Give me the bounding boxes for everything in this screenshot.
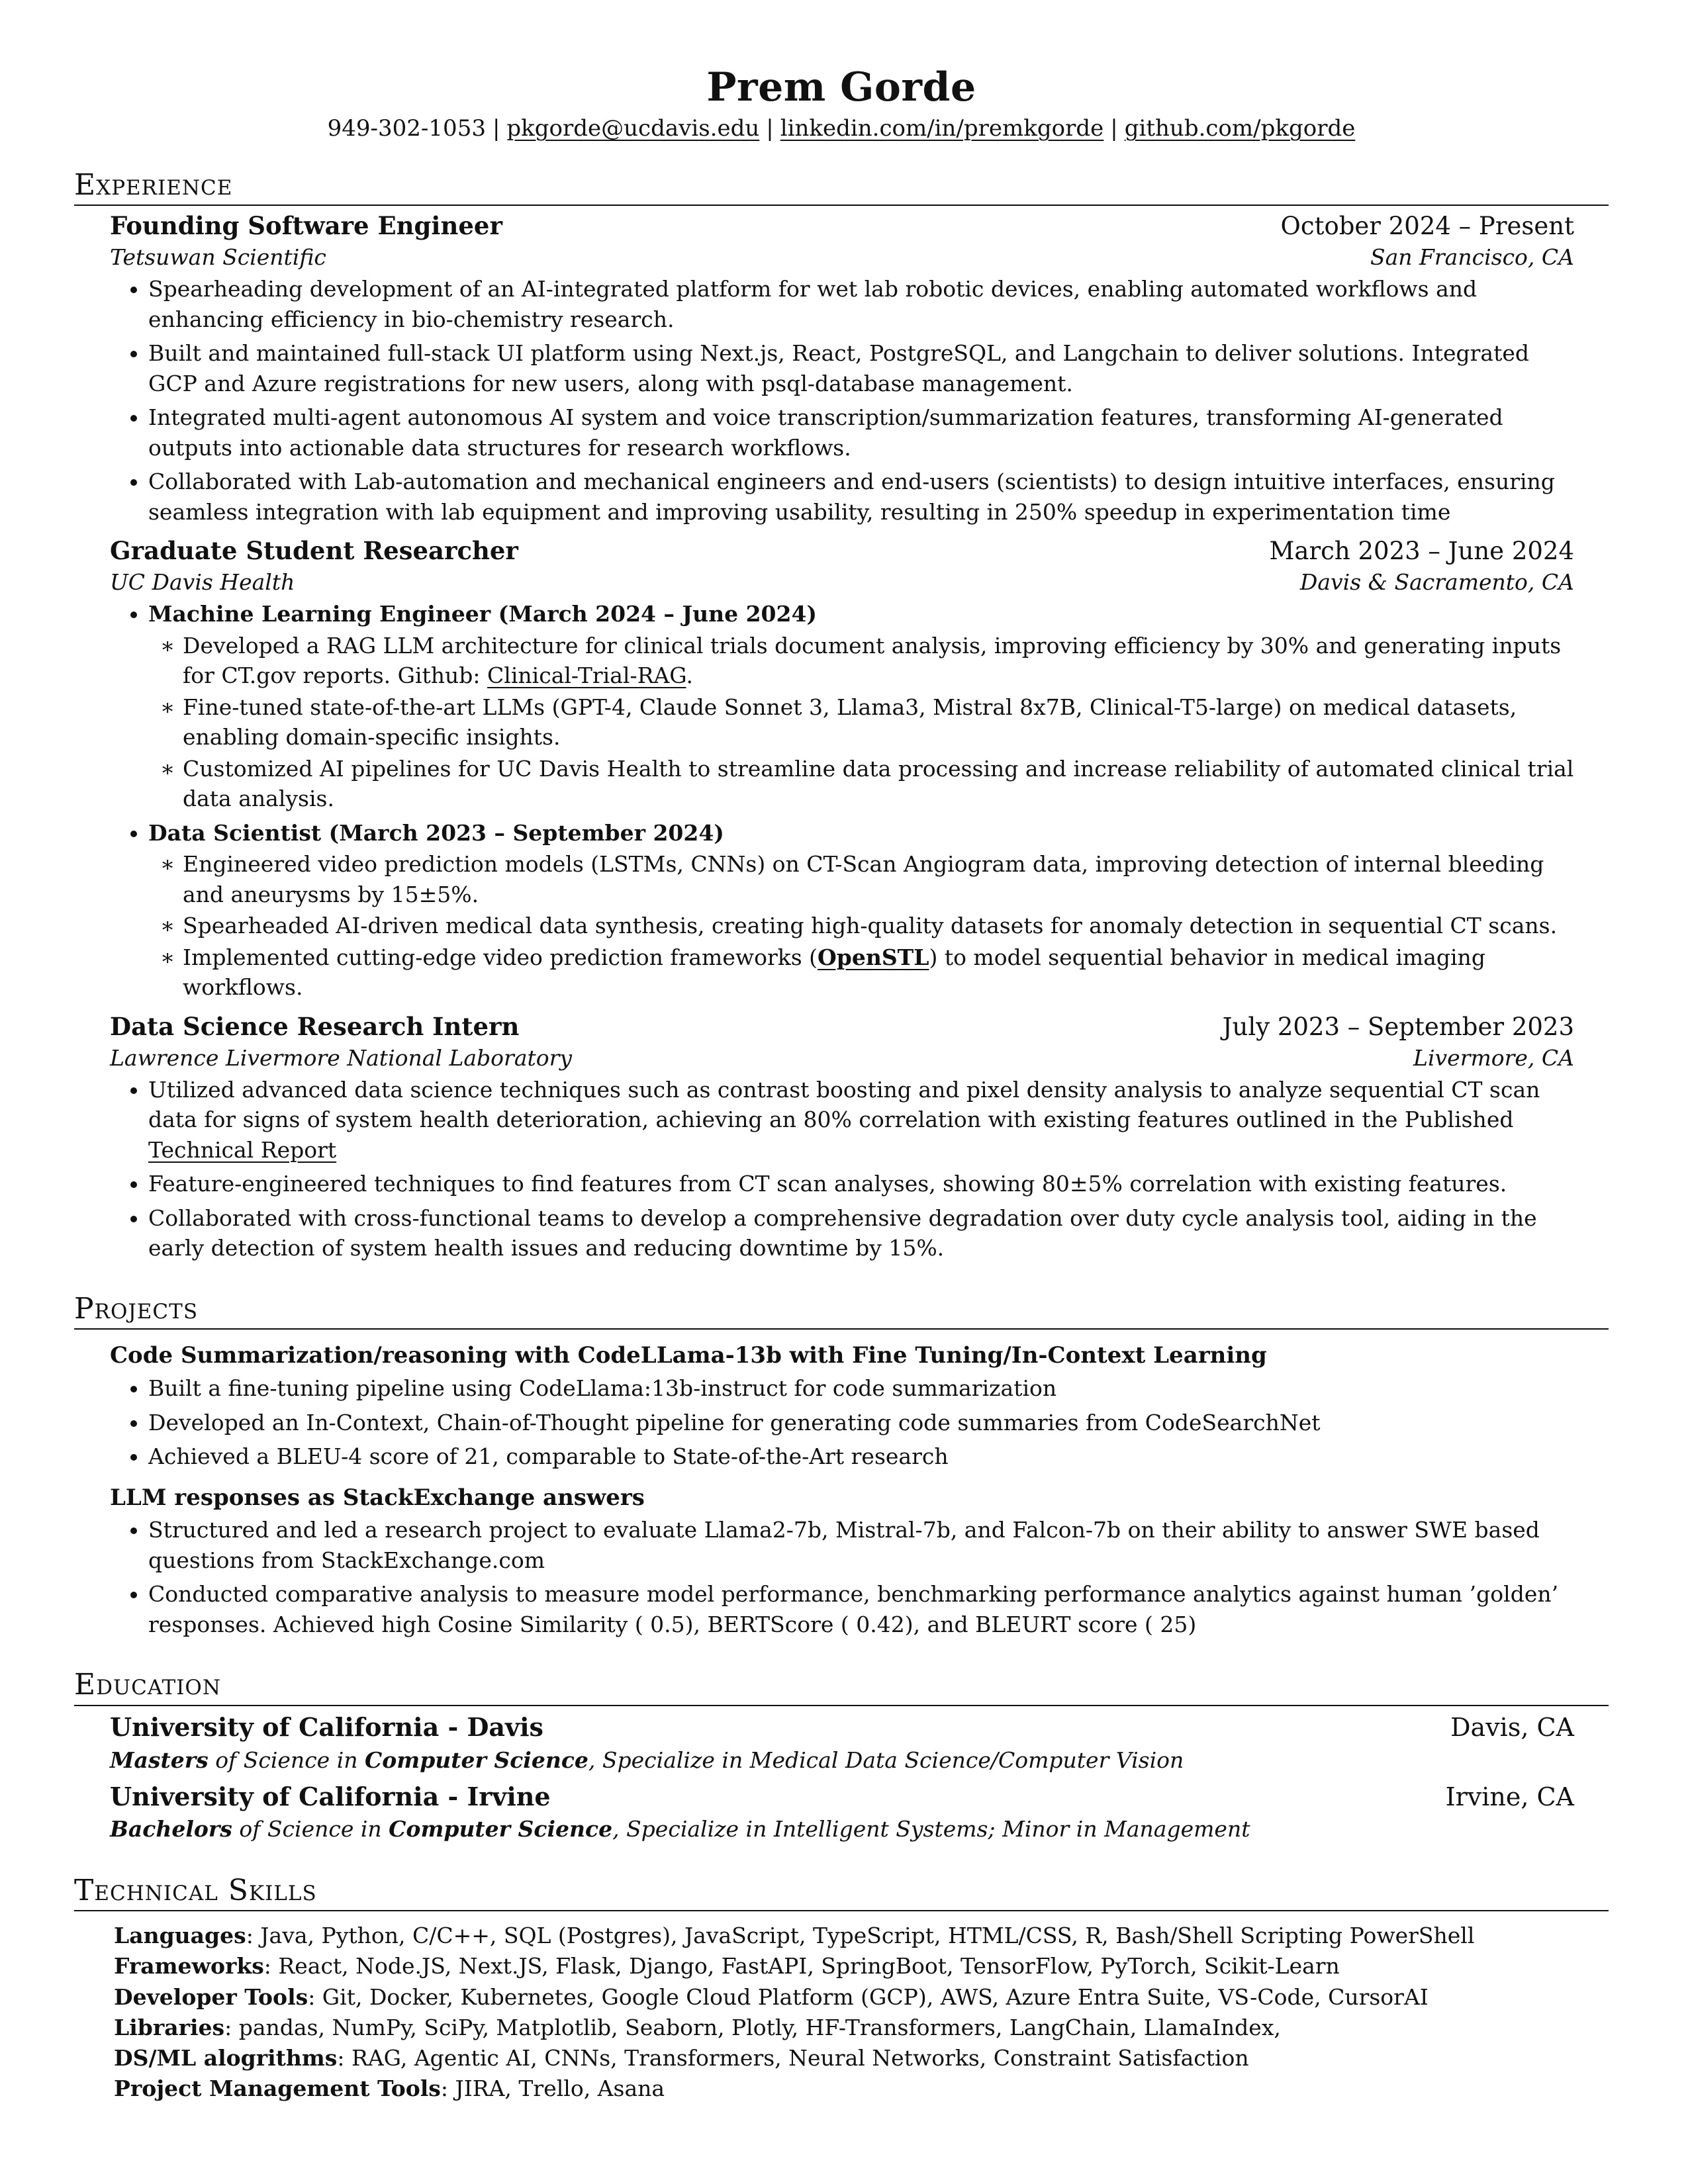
contact-line xyxy=(74,115,1609,142)
resume-header xyxy=(74,64,1609,142)
skill-label: Developer Tools xyxy=(114,1983,308,2010)
skill-value: : JIRA, Trello, Asana xyxy=(440,2075,665,2102)
skill-row xyxy=(114,1951,1609,1981)
job-location: San Francisco, CA xyxy=(1370,244,1574,271)
degree-field: Computer Science xyxy=(389,1816,613,1843)
bullet-item: • Built and maintained full-stack UI platform using Next.js, React, PostgreSQL, and Langchain to deliver solutions. Integrated GCP and Azure registrations for new users, along with psql-database management. xyxy=(148,338,1574,398)
education-entry xyxy=(110,1776,1574,1845)
skill-label: Frameworks xyxy=(114,1953,264,1979)
position-item xyxy=(148,818,1574,1003)
bullet-item: • Spearheading development of an AI-integrated platform for wet lab robotic devices, enabling automated workflows and enhancing efficiency in bio-chemistry research. xyxy=(148,274,1574,334)
education-entry xyxy=(110,1706,1574,1776)
technical-report-link[interactable]: Technical Report xyxy=(148,1136,337,1163)
position-details xyxy=(148,849,1574,1003)
github-link[interactable]: github.com/pkgorde xyxy=(1124,115,1356,142)
job-company: Tetsuwan Scientific xyxy=(110,244,326,271)
openstl-link[interactable]: OpenSTL xyxy=(818,944,929,970)
job-dates: March 2023 – June 2024 xyxy=(1269,537,1574,566)
project-bullets xyxy=(110,1373,1574,1472)
education-section xyxy=(74,1668,1609,1844)
section-title-skills: Technical Skills xyxy=(74,1874,1609,1912)
experience-section xyxy=(74,169,1609,1263)
linkedin-link[interactable]: linkedin.com/in/premkgorde xyxy=(780,115,1104,142)
resume-page xyxy=(74,64,1609,2104)
candidate-name: Prem Gorde xyxy=(706,64,976,111)
degree-prefix: of Science in xyxy=(232,1816,389,1843)
skill-value: : RAG, Agentic AI, CNNs, Transformers, Neural Networks, Constraint Satisfaction xyxy=(337,2045,1249,2071)
degree-name: Bachelors xyxy=(110,1816,232,1843)
position-item xyxy=(148,599,1574,814)
job-dates: July 2023 – September 2023 xyxy=(1222,1012,1574,1041)
job-location: Livermore, CA xyxy=(1413,1044,1574,1071)
job-entry xyxy=(110,531,1574,1003)
bullet-item: • Integrated multi-agent autonomous AI system and voice transcription/summarization features, transforming AI-generated outputs into actionable data structures for research workflows. xyxy=(148,402,1574,463)
job-company: UC Davis Health xyxy=(110,569,295,596)
bullet-item: • Developed an In-Context, Chain-of-Thought pipeline for generating code summaries from CodeSearchNet xyxy=(148,1408,1574,1438)
skill-value: : React, Node.JS, Next.JS, Flask, Django, FastAPI, SpringBoot, TensorFlow, PyTorch, Scikit-Learn xyxy=(263,1953,1340,1979)
phone-number: 949-302-1053 xyxy=(327,115,486,142)
skill-row xyxy=(114,2073,1609,2104)
degree-detail: , Specialize in Medical Data Science/Computer Vision xyxy=(588,1747,1184,1773)
detail-text: Developed a RAG LLM architecture for clinical trials document analysis, improving efficiency by 30% and generating inputs for CT.gov reports. Github: xyxy=(183,632,1562,689)
skill-label: DS/ML alogrithms xyxy=(114,2045,338,2071)
bullet-item: • Collaborated with cross-functional teams to develop a comprehensive degradation over duty cycle analysis tool, aiding in the early detection of system health issues and reducing downtime by 15%. xyxy=(148,1203,1574,1263)
project-title: LLM responses as StackExchange answers xyxy=(110,1484,645,1511)
degree-name: Masters xyxy=(110,1747,209,1773)
bullet-item: • Built a fine-tuning pipeline using CodeLlama:13b-instruct for code summarization xyxy=(148,1373,1574,1404)
job-location: Davis & Sacramento, CA xyxy=(1299,569,1574,596)
detail-item xyxy=(183,942,1574,1003)
detail-item: ∗ Spearheaded AI-driven medical data synthesis, creating high-quality datasets for anomaly detection in sequential CT scans. xyxy=(183,911,1574,941)
separator: | xyxy=(766,115,774,142)
position-details xyxy=(148,631,1574,814)
bullet-item: • Achieved a BLEU-4 score of 21, comparable to State-of-the-Art research xyxy=(148,1441,1574,1472)
detail-text-suffix: . xyxy=(686,662,693,689)
degree-field: Computer Science xyxy=(365,1747,588,1773)
skill-value: : pandas, NumPy, SciPy, Matplotlib, Seaborn, Plotly, HF-Transformers, LangChain, LlamaIndex, xyxy=(224,2014,1281,2040)
degree-line xyxy=(110,1745,1574,1776)
job-role: Graduate Student Researcher xyxy=(110,536,518,566)
school-name: University of California - Irvine xyxy=(110,1781,551,1811)
bullet-item: • Structured and led a research project to evaluate Llama2-7b, Mistral-7b, and Falcon-7b on their ability to answer SWE based questions from StackExchange.com xyxy=(148,1515,1574,1575)
job-entry xyxy=(110,1007,1574,1263)
project-title: Code Summarization/reasoning with CodeLLama-13b with Fine Tuning/In-Context Learning xyxy=(110,1342,1267,1369)
skill-label: Project Management Tools xyxy=(114,2075,441,2102)
detail-item xyxy=(183,631,1574,691)
school-location: Davis, CA xyxy=(1450,1712,1574,1742)
position-title: Machine Learning Engineer (March 2024 – June 2024) xyxy=(148,601,818,627)
separator: | xyxy=(1110,115,1118,142)
school-name: University of California - Davis xyxy=(110,1711,543,1742)
job-dates: October 2024 – Present xyxy=(1280,212,1574,241)
skills-section xyxy=(74,1874,1609,2105)
section-title-education: Education xyxy=(74,1668,1609,1706)
job-entry xyxy=(110,206,1574,527)
skill-row xyxy=(114,2013,1609,2043)
bullet-item xyxy=(148,1075,1574,1165)
skill-row xyxy=(114,1982,1609,2013)
skill-row xyxy=(114,2043,1609,2073)
skill-value: : Java, Python, C/C++, SQL (Postgres), JavaScript, TypeScript, HTML/CSS, R, Bash/Shell Scripting PowerShell xyxy=(246,1923,1475,1949)
email-link[interactable]: pkgorde@ucdavis.edu xyxy=(506,115,760,142)
job-company: Lawrence Livermore National Laboratory xyxy=(110,1044,573,1071)
degree-prefix: of Science in xyxy=(208,1747,365,1773)
job-bullets xyxy=(110,1075,1574,1263)
degree-detail: , Specialize in Intelligent Systems; Minor in Management xyxy=(612,1816,1250,1843)
job-bullets xyxy=(110,274,1574,527)
detail-text: Implemented cutting-edge video prediction frameworks ( xyxy=(183,944,818,970)
degree-line xyxy=(110,1814,1574,1844)
section-title-experience: Experience xyxy=(74,169,1609,206)
section-title-projects: Projects xyxy=(74,1293,1609,1330)
position-title: Data Scientist (March 2023 – September 2024) xyxy=(148,819,724,846)
detail-text-suffix: ) to model sequential behavior in medical imaging workflows. xyxy=(183,944,1485,1001)
project-bullets xyxy=(110,1515,1574,1639)
skills-list xyxy=(74,1921,1609,2104)
projects-section xyxy=(74,1293,1609,1640)
job-role: Data Science Research Intern xyxy=(110,1011,520,1041)
school-location: Irvine, CA xyxy=(1445,1782,1574,1811)
skill-label: Languages xyxy=(114,1923,246,1949)
skill-label: Libraries xyxy=(114,2014,225,2040)
bullet-item: • Conducted comparative analysis to measure model performance, benchmarking performance analytics against human ’golden’ responses. Achieved high Cosine Similarity ( 0.5), BERTScore ( 0.42), and BLEURT score ( 25) xyxy=(148,1579,1574,1639)
bullet-item: • Collaborated with Lab-automation and mechanical engineers and end-users (scientists) to design intuitive interfaces, ensuring seamless integration with lab equipment and improving usability, resulting in 250% speedup in experimentation time xyxy=(148,467,1574,527)
job-bullets xyxy=(110,599,1574,1003)
skill-value: : Git, Docker, Kubernetes, Google Cloud Platform (GCP), AWS, Azure Entra Suite, VS-Code, CursorAI xyxy=(308,1983,1429,2010)
job-role: Founding Software Engineer xyxy=(110,211,502,241)
detail-item: ∗ Customized AI pipelines for UC Davis Health to streamline data processing and increase reliability of automated clinical trial data analysis. xyxy=(183,754,1574,814)
project-entry xyxy=(110,1340,1574,1471)
bullet-item: • Feature-engineered techniques to find features from CT scan analyses, showing 80±5% correlation with existing features. xyxy=(148,1169,1574,1199)
separator: | xyxy=(492,115,500,142)
skill-row xyxy=(114,1921,1609,1951)
detail-item: ∗ Engineered video prediction models (LSTMs, CNNs) on CT-Scan Angiogram data, improving detection of internal bleeding and aneurysms by 15±5%. xyxy=(183,849,1574,909)
detail-item: ∗ Fine-tuned state-of-the-art LLMs (GPT-4, Claude Sonnet 3, Llama3, Mistral 8x7B, Clinical-T5-large) on medical datasets, enabling domain-specific insights. xyxy=(183,692,1574,752)
project-entry xyxy=(110,1482,1574,1640)
bullet-text: Utilized advanced data science techniques such as contrast boosting and pixel density analysis to analyze sequential CT scan data for signs of system health deterioration, achieving an 80% correlation with existing features outlined in the Published xyxy=(148,1076,1540,1133)
clinical-trial-rag-link[interactable]: Clinical-Trial-RAG xyxy=(487,662,686,689)
